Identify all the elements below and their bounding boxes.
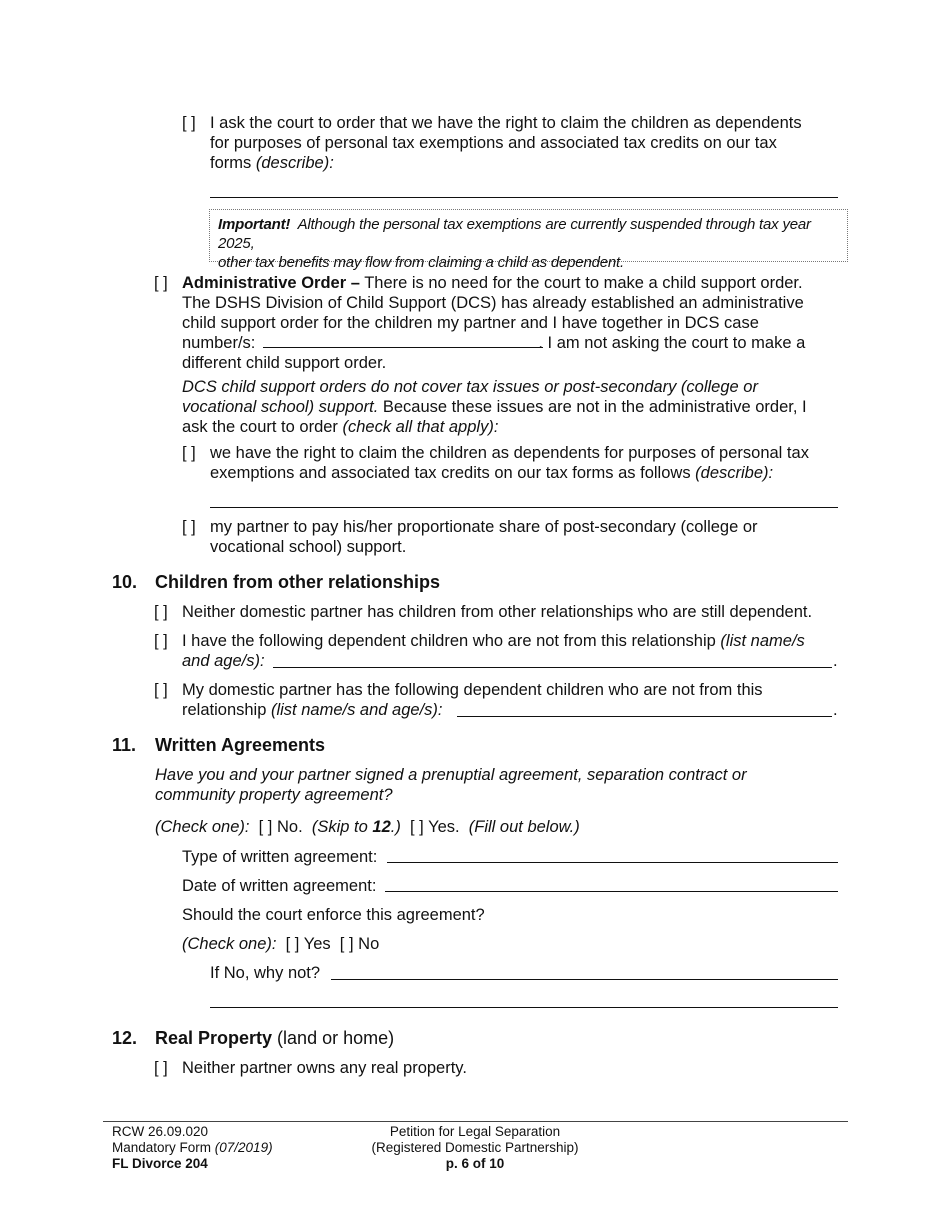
- section-11-number: 11.: [112, 735, 137, 755]
- no-real-property-text: Neither partner owns any real property.: [182, 1059, 467, 1077]
- period: .: [833, 701, 838, 719]
- checkbox-administrative-order[interactable]: [ ]: [154, 274, 168, 292]
- written-agreement-check-one: (Check one): [ ] No. (Skip to 12.) [ ] Yes. (Fill out below.): [155, 818, 580, 836]
- checkbox-tax-dependents[interactable]: [ ]: [182, 444, 196, 462]
- section-10-number: 10.: [112, 572, 138, 592]
- why-not-label: If No, why not?: [210, 964, 321, 982]
- describe-line-1[interactable]: [210, 197, 838, 198]
- section-12-number: 12.: [112, 1028, 138, 1048]
- date-of-agreement-label: Date of written agreement:: [182, 877, 377, 895]
- date-of-agreement-line[interactable]: [385, 891, 838, 892]
- checkbox-no-other-children[interactable]: [ ]: [154, 603, 168, 621]
- section-10-title: Children from other relationships: [155, 572, 441, 592]
- checkbox-claim-dependents[interactable]: [ ]: [182, 114, 196, 132]
- footer-left: RCW 26.09.020 Mandatory Form (07/2019) FL Divorce 204: [112, 1124, 273, 1171]
- enforce-check-one: (Check one): [ ] Yes [ ] No: [182, 935, 380, 953]
- describe-line-2[interactable]: [210, 507, 838, 508]
- administrative-order-text: Administrative Order – There is no need for the court to make a child support order. The DSHS Division of Child Support (DCS) has already established an administrative child support order for the children my partner and I have together in DCS case number/s: . I am not asking the court to make a different child support order.: [182, 274, 806, 372]
- partner-children-line[interactable]: [457, 716, 832, 717]
- checkbox-agreement-yes[interactable]: [ ]: [410, 818, 424, 836]
- section-11-title: Written Agreements: [155, 735, 326, 755]
- why-not-line-1[interactable]: [331, 979, 838, 980]
- dcs-case-number-line[interactable]: [263, 347, 543, 348]
- my-children-line[interactable]: [273, 667, 832, 668]
- dcs-paragraph: DCS child support orders do not cover tax issues or post-secondary (college or vocational school) support. Because these issues are not in the administrative order, I ask the court to order (check all that apply):: [182, 378, 807, 436]
- no-other-children-text: Neither domestic partner has children from other relationships who are still dependent.: [182, 603, 813, 621]
- period: .: [833, 652, 838, 670]
- written-agreement-question: Have you and your partner signed a prenuptial agreement, separation contract or community property agreement?: [155, 766, 747, 804]
- claim-dependents-text: I ask the court to order that we have the right to claim the children as dependents for purposes of personal tax exemptions and associated tax credits on our tax forms (describe):: [210, 114, 802, 172]
- checkbox-my-other-children[interactable]: [ ]: [154, 632, 168, 650]
- partner-other-children-text: My domestic partner has the following dependent children who are not from this relationship (list name/s and age/s):: [182, 681, 763, 719]
- tax-dependents-text: we have the right to claim the children as dependents for purposes of personal tax exemptions and associated tax credits on our tax forms as follows (describe):: [210, 444, 809, 482]
- post-secondary-text: my partner to pay his/her proportionate share of post-secondary (college or vocational school) support.: [210, 518, 758, 556]
- enforce-question: Should the court enforce this agreement?: [182, 906, 485, 924]
- checkbox-agreement-no[interactable]: [ ]: [258, 818, 273, 836]
- checkbox-enforce-no[interactable]: [ ]: [339, 935, 354, 953]
- checkbox-enforce-yes[interactable]: [ ]: [285, 935, 300, 953]
- type-of-agreement-label: Type of written agreement:: [182, 848, 378, 866]
- important-note: Important! Although the personal tax exemptions are currently suspended through tax year 2025, other tax benefits may flow from claiming a child as dependent.: [209, 209, 848, 262]
- checkbox-no-real-property[interactable]: [ ]: [154, 1059, 168, 1077]
- type-of-agreement-line[interactable]: [387, 862, 838, 863]
- checkbox-post-secondary[interactable]: [ ]: [182, 518, 196, 536]
- checkbox-partner-other-children[interactable]: [ ]: [154, 681, 168, 699]
- footer-center: Petition for Legal Separation (Registered Domestic Partnership) p. 6 of 10: [371, 1124, 579, 1171]
- section-12-title: Real Property (land or home): [155, 1028, 395, 1048]
- my-other-children-text: I have the following dependent children who are not from this relationship (list name/s and age/s):: [182, 632, 805, 670]
- footer-divider: [103, 1121, 848, 1122]
- why-not-line-2[interactable]: [210, 1007, 838, 1008]
